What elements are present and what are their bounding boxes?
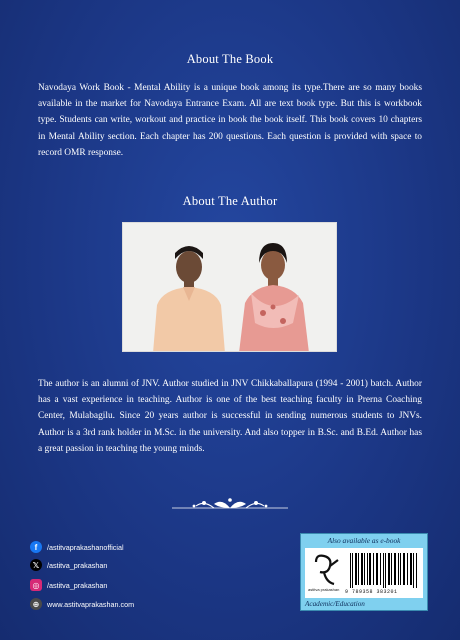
about-author-text: The author is an alumni of JNV. Author studied in JNV Chikkaballapura (1994 - 2001) batch. Author has a vast experience in teaching. Author is one of the best teaching faculty in Prerna Coaching Center, Mulabagilu. Since 20 years author is successful in sending numerous students to JNVs. Author is a 3rd rank holder in M.Sc. in the university. And also topper in B.Sc. and B.Ed. Author has a great passion in teaching the young minds.	[38, 379, 422, 454]
instagram-link[interactable]: ◎ /astitva_prakashan	[30, 579, 107, 591]
about-book-heading: About The Book	[186, 52, 274, 66]
publisher-logo-icon	[310, 552, 344, 592]
website-link[interactable]: ⊕ www.astitvaprakashan.com	[30, 598, 134, 610]
floral-divider-icon	[170, 494, 290, 516]
facebook-icon: f	[30, 541, 42, 553]
publisher-logo-text: astitva prakashan	[308, 587, 340, 592]
about-book-text: Navodaya Work Book - Mental Ability is a unique book among its type.There are so many books available in the market for Navodaya Entrance Exam. All are text book type. But this is workbook type. Students can write, workout and practice in book the book itself. This book covers 10 chapters in Mental Ability section. Each chapter has 200 questions. Each question is provided with space to record OMR response.	[38, 83, 422, 158]
globe-icon: ⊕	[30, 598, 42, 610]
facebook-link[interactable]: f /astitvaprakashanofficial	[30, 541, 124, 553]
publisher-info-box	[300, 533, 428, 611]
barcode-panel	[305, 548, 423, 598]
author-photo-illustration	[123, 223, 337, 352]
about-author-heading: About The Author	[182, 194, 278, 208]
instagram-icon: ◎	[30, 579, 42, 591]
x-link[interactable]: 𝕏 /astitva_prakashan	[30, 559, 107, 571]
barcode-number: 9 789358 383201	[345, 589, 398, 595]
author-photo	[122, 222, 337, 352]
category-label: Academic/Education	[305, 600, 365, 608]
ebook-label: Also available as e-book	[327, 536, 401, 545]
x-icon: 𝕏	[30, 559, 42, 571]
barcode-icon	[349, 553, 419, 588]
